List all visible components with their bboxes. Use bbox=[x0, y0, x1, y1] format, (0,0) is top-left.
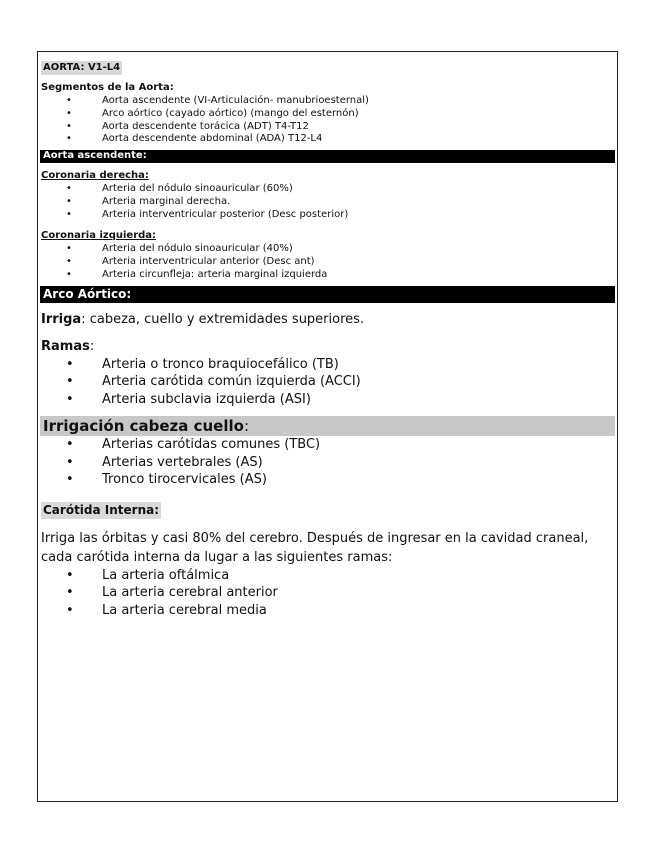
list-item: • Arteria del nódulo sinoauricular (60%) bbox=[66, 182, 293, 194]
carotida-interna-heading: Carótida Interna: bbox=[43, 502, 160, 517]
irrigacion-list bbox=[41, 436, 614, 489]
coronaria-derecha-heading: Coronaria derecha: bbox=[41, 169, 149, 181]
coronaria-derecha-list bbox=[41, 183, 614, 221]
irriga-text: : cabeza, cuello y extremidades superiores. bbox=[81, 311, 365, 327]
bullet-icon: • bbox=[66, 391, 74, 407]
bullet-icon: • bbox=[66, 602, 74, 618]
ramas-list bbox=[41, 356, 614, 409]
bullet-icon: • bbox=[66, 454, 74, 470]
bullet-icon: • bbox=[66, 208, 72, 220]
list-item: • Arteria interventricular posterior (Desc posterior) bbox=[66, 208, 349, 220]
list-item: • La arteria cerebral anterior bbox=[66, 585, 278, 601]
carotida-interna-heading-wrap bbox=[41, 499, 614, 519]
irriga-label: Irriga bbox=[41, 311, 82, 327]
carotida-interna-paragraph: Irriga las órbitas y casi 80% del cerebro. Después de ingresar en la cavidad craneal, cada carótida interna da lugar a las siguientes ramas: bbox=[41, 530, 589, 565]
list-item: • La arteria oftálmica bbox=[66, 567, 230, 583]
list-item: • Arterias vertebrales (AS) bbox=[66, 454, 263, 470]
list-item: • Arteria del nódulo sinoauricular (40%) bbox=[66, 243, 293, 255]
bullet-icon: • bbox=[66, 374, 74, 390]
coronaria-izquierda-heading: Coronaria izquierda: bbox=[41, 230, 157, 242]
document-title bbox=[41, 55, 614, 75]
ramas-label: Ramas bbox=[41, 339, 90, 355]
list-item: • Arteria marginal derecha. bbox=[66, 195, 231, 207]
list-item: • Arco aórtico (cayado aórtico) (mango del esternón) bbox=[66, 107, 359, 119]
list-item: • Arteria circunfleja: arteria marginal izquierda bbox=[66, 268, 328, 280]
bullet-icon: • bbox=[66, 243, 72, 255]
bullet-icon: • bbox=[66, 120, 72, 132]
list-item: • Arteria o tronco braquiocefálico (TB) bbox=[66, 356, 339, 372]
list-item: • Arteria interventricular anterior (Desc ant) bbox=[66, 256, 315, 268]
aorta-ascendente-heading: Aorta ascendente: bbox=[40, 150, 615, 163]
list-item: • Aorta ascendente (VI-Articulación- manubrioesternal) bbox=[66, 95, 369, 106]
title-highlight: AORTA: V1-L4 bbox=[43, 62, 121, 73]
list-item: • La arteria cerebral media bbox=[66, 602, 267, 618]
ramas-line: Ramas: bbox=[41, 339, 95, 355]
bullet-icon: • bbox=[66, 585, 74, 601]
bullet-icon: • bbox=[66, 356, 74, 372]
coronaria-izquierda-list bbox=[41, 243, 614, 281]
bullet-icon: • bbox=[66, 437, 74, 453]
irriga-line bbox=[41, 311, 614, 329]
list-item: • Aorta descendente abdominal (ADA) T12-L4 bbox=[66, 133, 323, 145]
list-item: • Arterias carótidas comunes (TBC) bbox=[66, 437, 321, 453]
list-item: • Arteria carótida común izquierda (ACCI) bbox=[66, 374, 361, 390]
segmentos-heading: Segmentos de la Aorta: bbox=[41, 82, 174, 93]
list-item: • Aorta descendente torácica (ADT) T4-T12 bbox=[66, 120, 309, 132]
bullet-icon: • bbox=[66, 195, 72, 207]
bullet-icon: • bbox=[66, 133, 72, 145]
arco-aortico-heading: Arco Aórtico: bbox=[40, 286, 615, 303]
bullet-icon: • bbox=[66, 472, 74, 488]
bullet-icon: • bbox=[66, 95, 72, 106]
irrigacion-heading: Irrigación cabeza cuello: bbox=[40, 416, 615, 436]
bullet-icon: • bbox=[66, 567, 74, 583]
carotida-interna-list bbox=[41, 567, 614, 620]
list-item: • Arteria subclavia izquierda (ASI) bbox=[66, 391, 311, 407]
bullet-icon: • bbox=[66, 182, 72, 194]
bullet-icon: • bbox=[66, 107, 72, 119]
list-item: • Tronco tirocervicales (AS) bbox=[66, 472, 267, 488]
bullet-icon: • bbox=[66, 268, 72, 280]
segmentos-list bbox=[41, 95, 614, 146]
bullet-icon: • bbox=[66, 256, 72, 268]
document-page bbox=[37, 51, 618, 802]
